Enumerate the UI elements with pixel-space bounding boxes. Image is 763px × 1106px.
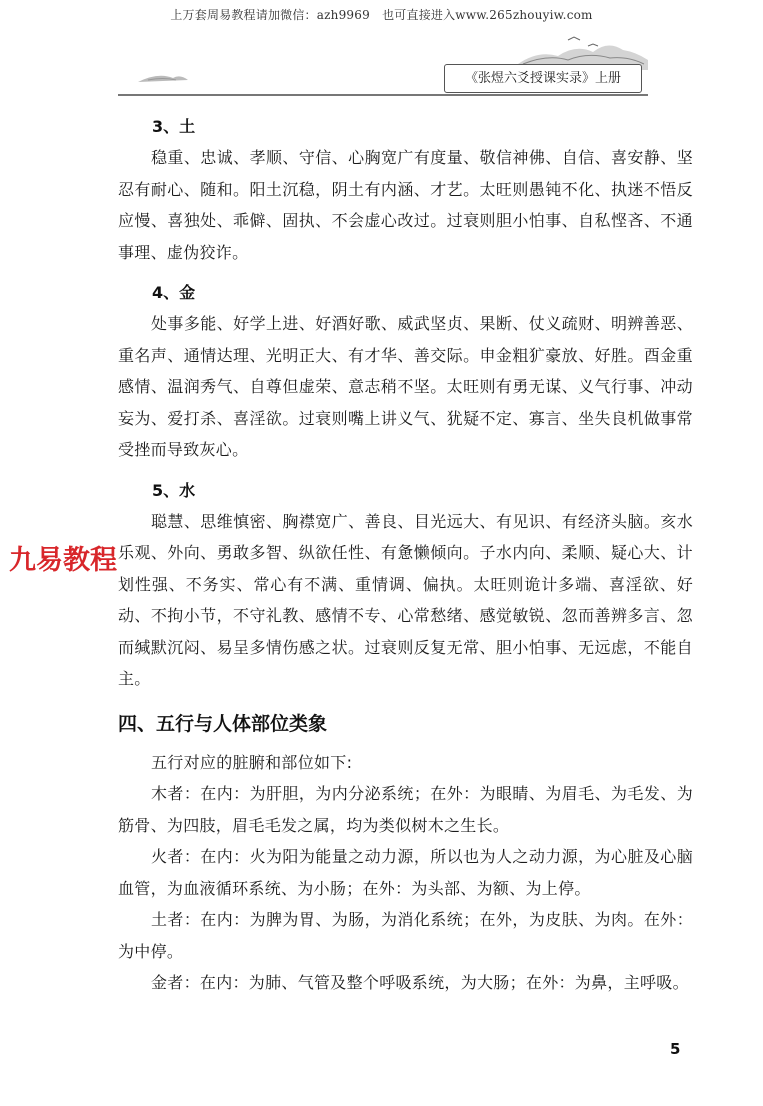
earth-text: 稳重、忠诚、孝顺、守信、心胸宽广有度量、敬信神佛、自信、喜安静、坚忍有耐心、随和。阳土沉稳，阴土有内涵、才艺。太旺则愚钝不化、执迷不悟反应慢、喜独处、乖僻、固执、不会虚心改过。过衰则胆小怕事、自私悭吝、不通事理、虚伪狡诈。 bbox=[118, 148, 693, 262]
metal-heading: 4、金 bbox=[152, 283, 196, 302]
organ-item-fire: 火者：在内：火为阳为能量之动力源，所以也为人之动力源，为心脏及心脑血管，为血液循环系统、为小肠；在外：为头部、为额、为上停。 bbox=[118, 847, 693, 898]
earth-heading: 3、土 bbox=[152, 117, 196, 136]
top-banner: 上万套周易教程请加微信：azh9969 也可直接进入www.265zhouyiw.com bbox=[170, 8, 593, 22]
page-number: 5 bbox=[670, 1040, 681, 1058]
header-rule bbox=[118, 94, 648, 96]
page-body bbox=[118, 112, 693, 999]
chapter-heading: 四、五行与人体部位类象 bbox=[118, 712, 328, 735]
side-watermark: 九易教程 bbox=[9, 545, 117, 576]
organ-item-earth: 土者：在内：为脾为胃、为肠，为消化系统；在外，为皮肤、为肉。在外：为中停。 bbox=[118, 910, 693, 961]
water-heading: 5、水 bbox=[152, 480, 196, 500]
metal-text: 处事多能、好学上进、好酒好歌、威武坚贞、果断、仗义疏财、明辨善恶、重名声、通情达理、光明正大、有才华、善交际。申金粗犷豪放、好胜。酉金重感情、温润秀气、自尊但虚荣、意志稍不坚。太旺则有勇无谋、义气行事、冲动妄为、爱打杀、喜淫欲。过衰则嘴上讲义气、犹疑不定、寡言、坐失良机做事常受挫而导致灰心。 bbox=[118, 314, 693, 459]
book-title: 《张煜六爻授课实录》上册 bbox=[444, 64, 642, 93]
organ-item-wood: 木者：在内：为肝胆，为内分泌系统；在外：为眼睛、为眉毛、为毛发、为筋骨、为四肢，眉毛毛发之属，均为类似树木之生长。 bbox=[118, 784, 693, 835]
organ-item-metal: 金者：在内：为肺、气管及整个呼吸系统，为大肠；在外：为鼻，主呼吸。 bbox=[151, 973, 689, 992]
chapter-intro: 五行对应的脏腑和部位如下: bbox=[151, 752, 353, 772]
water-text: 聪慧、思维慎密、胸襟宽广、善良、目光远大、有见识、有经济头脑。亥水乐观、外向、勇敢多智、纵欲任性、有惫懒倾向。子水内向、柔顺、疑心大、计划性强、不务实、常心有不满、重情调、偏执。太旺则诡计多端、喜淫欲、好动、不拘小节，不守礼教、感情不专、心常愁绪、感觉敏锐、忽而善辨多言、忽而缄默沉闷、易呈多情伤感之状。过衰则反复无常、胆小怕事、无远虑，不能自主。 bbox=[118, 511, 693, 688]
